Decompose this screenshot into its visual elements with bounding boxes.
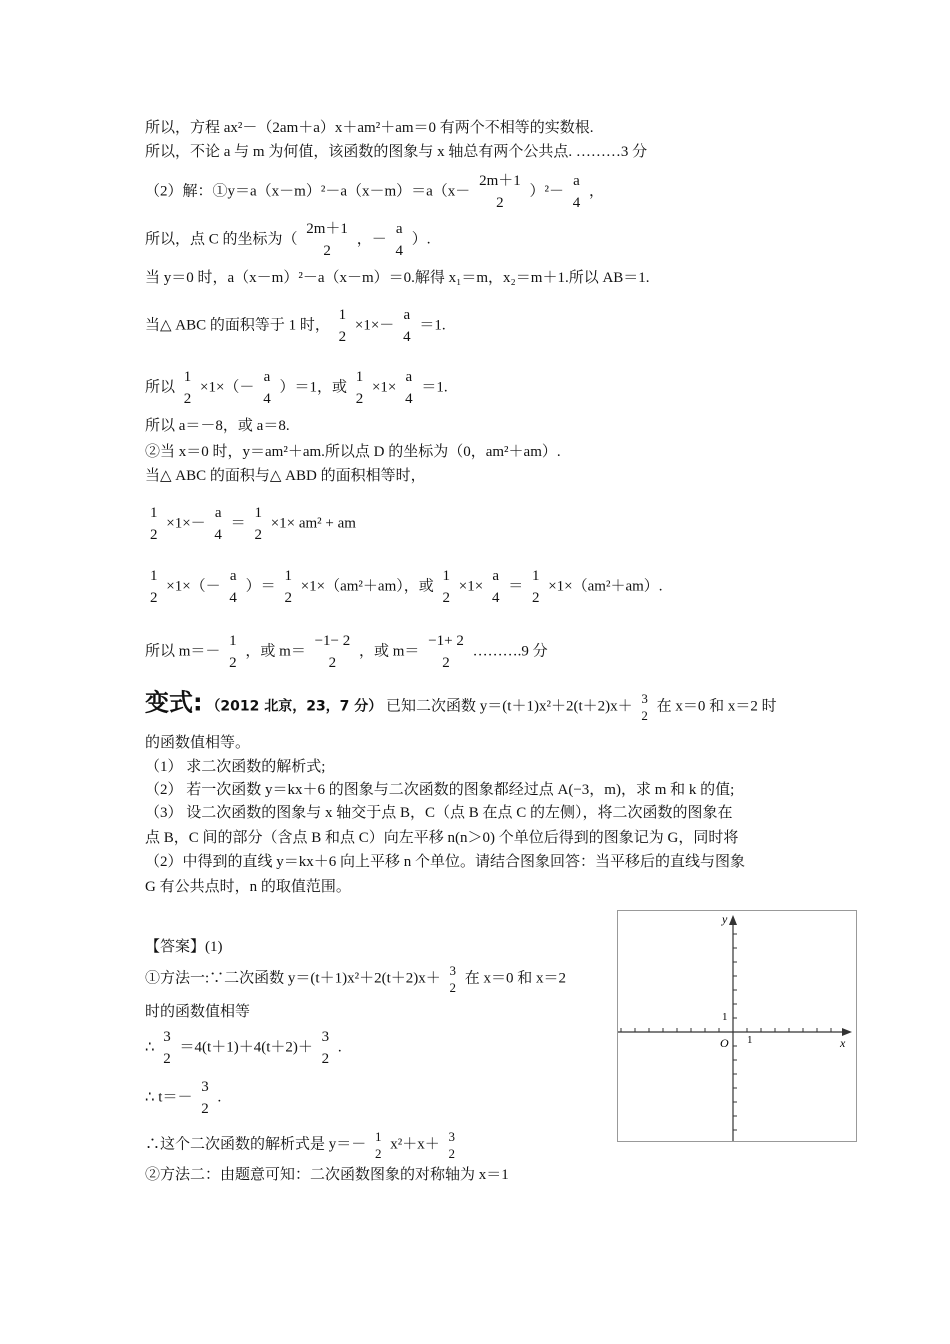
answer-line-1: 【答案】(1) — [145, 939, 223, 955]
fraction: a 4 — [214, 505, 222, 543]
x-axis-arrow — [842, 1028, 852, 1036]
solution-line-6: 当△ ABC 的面积等于 1 时， 1 2 ×1×－ a 4 ＝1. — [145, 304, 446, 348]
fraction: a 4 — [263, 369, 271, 407]
y-axis-label: y — [722, 912, 728, 926]
answer-line-5: ∴ t＝－ 3 2 . — [145, 1076, 221, 1120]
answer-line-6: ∴这个二次函数的解析式是 y＝－ 1 2 x²＋x＋ 3 2 — [145, 1129, 456, 1161]
answer-line-3: 时的函数值相等 — [145, 1004, 251, 1020]
variant-heading: 变式: — [145, 688, 203, 717]
fraction: 3 2 — [163, 1029, 171, 1067]
fraction: a 4 — [403, 307, 411, 345]
fraction: 1 2 — [442, 568, 451, 606]
fraction: 1 2 — [183, 369, 192, 407]
variant-question-3a: （3） 设二次函数的图象与 x 轴交于点 B，C（点 B 在点 C 的左侧），将二次函数的图象在 — [145, 805, 733, 821]
fraction: 1 2 — [284, 568, 292, 606]
fraction: 3 2 — [449, 963, 456, 995]
y-axis-arrow — [729, 915, 737, 925]
fraction: 2m＋1 2 — [306, 221, 348, 259]
y-one-label: 1 — [722, 1011, 728, 1023]
solution-line-9: ②当 x＝0 时，y＝am²＋am.所以点 D 的坐标为（0，am²＋am）. — [145, 444, 561, 460]
fraction: 3 2 — [448, 1129, 456, 1161]
variant-question-3d: G 有公共点时，n 的取值范围。 — [145, 879, 351, 895]
fraction: 1 2 — [531, 568, 540, 606]
fraction: 1 2 — [229, 633, 237, 671]
x-one-label: 1 — [747, 1034, 753, 1046]
fraction: a 4 — [395, 221, 403, 259]
variant-question-2: （2） 若一次函数 y＝kx＋6 的图象与二次函数的图象都经过点 A(−3，m)，求 m 和 k 的值; — [145, 782, 735, 798]
variant-source: （2012 北京，23，7 分） — [206, 698, 383, 715]
solution-line-11: 1 2 ×1×－ a 4 ＝ 1 2 ×1× am² + am — [145, 502, 356, 546]
solution-line-12: 1 2 ×1×（－ a 4 ）＝ 1 2 ×1×（am²＋am），或 1 2 ×1× a 4 ＝ 1 2 ×1×（am²＋am）. — [145, 565, 663, 609]
solution-line-1: 所以，方程 ax²－（2am＋a）x＋am²＋am＝0 有两个不相等的实数根. — [145, 120, 594, 136]
fraction: −1− 2 2 — [314, 633, 351, 671]
fraction: 1 2 — [375, 1129, 382, 1161]
variant-question-1: （1） 求二次函数的解析式; — [145, 759, 326, 775]
solution-line-5: 当 y＝0 时，a（x－m）²－a（x－m）＝0.解得 x₁＝m，x₂＝m＋1.所以 AB＝1. — [145, 270, 650, 286]
answer-line-2: ①方法一:∵二次函数 y＝(t＋1)x²＋2(t＋2)x＋ 3 2 在 x＝0 和 x＝2 — [145, 963, 566, 995]
solution-line-10: 当△ ABC 的面积与△ ABD 的面积相等时， — [145, 468, 426, 484]
fraction: 1 2 — [338, 307, 347, 345]
x-axis-label: x — [840, 1036, 846, 1050]
fraction: 2m＋1 2 — [479, 173, 521, 211]
solution-line-2: 所以，不论 a 与 m 为何值，该函数的图象与 x 轴总有两个公共点. ………3 分 — [145, 144, 648, 160]
fraction: −1+ 2 2 — [428, 633, 464, 671]
origin-label: O — [720, 1036, 729, 1050]
fraction: a 4 — [229, 568, 237, 606]
variant-question-3c: （2）中得到的直线 y＝kx＋6 向上平移 n 个单位。请结合图象回答：当平移后的直线与图象 — [145, 854, 746, 870]
fraction: 1 2 — [355, 369, 364, 407]
answer-line-7: ②方法二：由题意可知：二次函数图象的对称轴为 x＝1 — [145, 1167, 509, 1183]
variant-line-2: 的函数值相等。 — [145, 735, 251, 751]
fraction: 3 2 — [321, 1029, 330, 1067]
coordinate-grid-figure — [617, 910, 857, 1142]
answer-line-4: ∴ 3 2 ＝4(t＋1)＋4(t＋2)＋ 3 2 . — [145, 1026, 342, 1070]
fraction: 1 2 — [254, 505, 262, 543]
variant-question-3b: 点 B，C 间的部分（含点 B 和点 C）向左平移 n(n＞0) 个单位后得到的图象记为 G，同时将 — [145, 830, 739, 846]
fraction: 3 2 — [201, 1079, 209, 1117]
solution-line-7: 所以 1 2 ×1×（－ a 4 ）＝1，或 1 2 ×1× a 4 ＝1. — [145, 366, 448, 410]
solution-line-13: 所以 m＝－ 1 2 ，或 m＝ −1− 2 2 ，或 m＝ −1+ 2 2 ……….9 分 — [145, 630, 548, 674]
variant-line-1: 变式: （2012 北京，23，7 分） 已知二次函数 y＝(t＋1)x²＋2(t＋2)x＋ 3 2 在 x＝0 和 x＝2 时 — [145, 688, 777, 723]
solution-line-8: 所以 a＝－8，或 a＝8. — [145, 418, 290, 434]
fraction: 1 2 — [150, 568, 158, 606]
fraction: a 4 — [405, 369, 413, 407]
fraction: a 4 — [491, 568, 500, 606]
solution-line-3: （2）解：①y＝a（x－m）²－a（x－m）＝a（x－ 2m＋1 2 ）²－ a 4 ， — [145, 170, 604, 214]
fraction: 3 2 — [641, 691, 648, 723]
solution-line-4: 所以，点 C 的坐标为（ 2m＋1 2 ，－ a 4 ）. — [145, 218, 430, 262]
fraction: a 4 — [572, 173, 581, 211]
fraction: 1 2 — [150, 505, 158, 543]
